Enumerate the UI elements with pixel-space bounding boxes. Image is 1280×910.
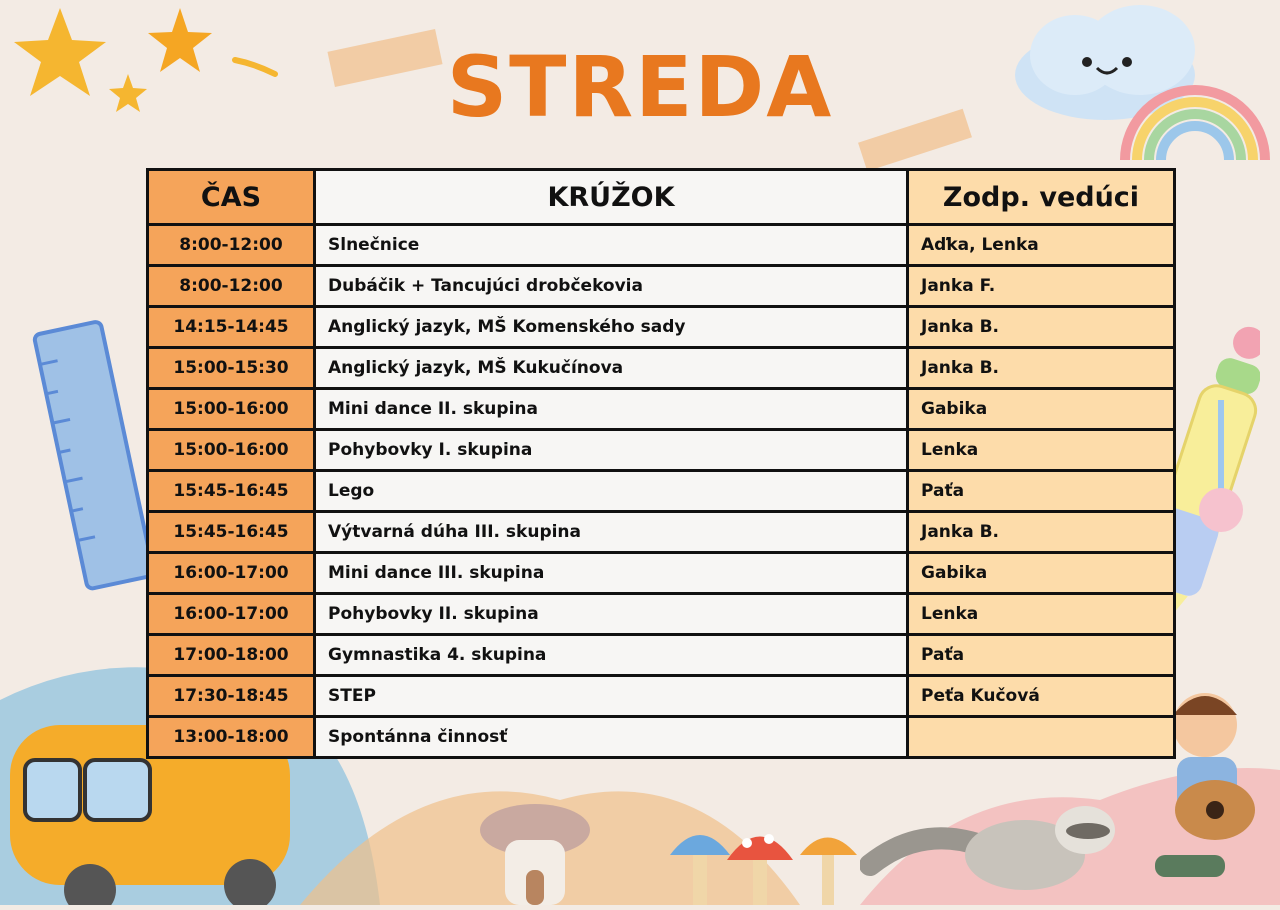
time-cell: 17:30-18:45: [148, 676, 315, 717]
rainbow-icon: [1110, 70, 1280, 170]
activity-cell: Mini dance III. skupina: [315, 553, 908, 594]
time-cell: 15:00-15:30: [148, 348, 315, 389]
activity-cell: Gymnastika 4. skupina: [315, 635, 908, 676]
table-row: [148, 676, 1175, 717]
activity-cell: Dubáčik + Tancujúci drobčekovia: [315, 266, 908, 307]
leader-cell: Paťa: [908, 635, 1175, 676]
raccoon-icon: [860, 785, 1130, 905]
time-cell: 16:00-17:00: [148, 553, 315, 594]
table-row: [148, 471, 1175, 512]
mushroom-house-icon: [450, 800, 620, 910]
leader-cell: Paťa: [908, 471, 1175, 512]
table-row: [148, 553, 1175, 594]
time-cell: 16:00-17:00: [148, 594, 315, 635]
leader-cell: Lenka: [908, 430, 1175, 471]
activity-cell: Mini dance II. skupina: [315, 389, 908, 430]
time-cell: 15:45-16:45: [148, 471, 315, 512]
leader-cell: Peťa Kučová: [908, 676, 1175, 717]
time-cell: 8:00-12:00: [148, 266, 315, 307]
time-cell: 15:45-16:45: [148, 512, 315, 553]
activity-cell: Výtvarná dúha III. skupina: [315, 512, 908, 553]
header-kruzok: KRÚŽOK: [315, 170, 908, 225]
schedule-table: [146, 168, 1176, 759]
table-row: [148, 717, 1175, 758]
leader-cell: [908, 717, 1175, 758]
table-row: [148, 635, 1175, 676]
time-cell: 14:15-14:45: [148, 307, 315, 348]
table-row: [148, 348, 1175, 389]
leader-cell: Janka B.: [908, 307, 1175, 348]
leader-cell: Lenka: [908, 594, 1175, 635]
time-cell: 13:00-18:00: [148, 717, 315, 758]
activity-cell: Slnečnice: [315, 225, 908, 266]
activity-cell: Lego: [315, 471, 908, 512]
activity-cell: Spontánna činnosť: [315, 717, 908, 758]
table-row: [148, 307, 1175, 348]
activity-cell: Anglický jazyk, MŠ Komenského sady: [315, 307, 908, 348]
table-row: [148, 225, 1175, 266]
leader-cell: Aďka, Lenka: [908, 225, 1175, 266]
table-row: [148, 594, 1175, 635]
activity-cell: STEP: [315, 676, 908, 717]
leader-cell: Janka F.: [908, 266, 1175, 307]
header-zodp-veduci: Zodp. vedúci: [908, 170, 1175, 225]
time-cell: 15:00-16:00: [148, 430, 315, 471]
table-row: [148, 430, 1175, 471]
table-header-row: [148, 170, 1175, 225]
time-cell: 8:00-12:00: [148, 225, 315, 266]
header-cas: ČAS: [148, 170, 315, 225]
mushrooms-icon: [665, 815, 865, 905]
activity-cell: Pohybovky II. skupina: [315, 594, 908, 635]
leader-cell: Gabika: [908, 389, 1175, 430]
time-cell: 15:00-16:00: [148, 389, 315, 430]
table-row: [148, 266, 1175, 307]
table-row: [148, 389, 1175, 430]
table-row: [148, 512, 1175, 553]
leader-cell: Janka B.: [908, 348, 1175, 389]
activity-cell: Pohybovky I. skupina: [315, 430, 908, 471]
page-title: STREDA: [446, 38, 834, 136]
time-cell: 17:00-18:00: [148, 635, 315, 676]
leader-cell: Gabika: [908, 553, 1175, 594]
leader-cell: Janka B.: [908, 512, 1175, 553]
activity-cell: Anglický jazyk, MŠ Kukučínova: [315, 348, 908, 389]
